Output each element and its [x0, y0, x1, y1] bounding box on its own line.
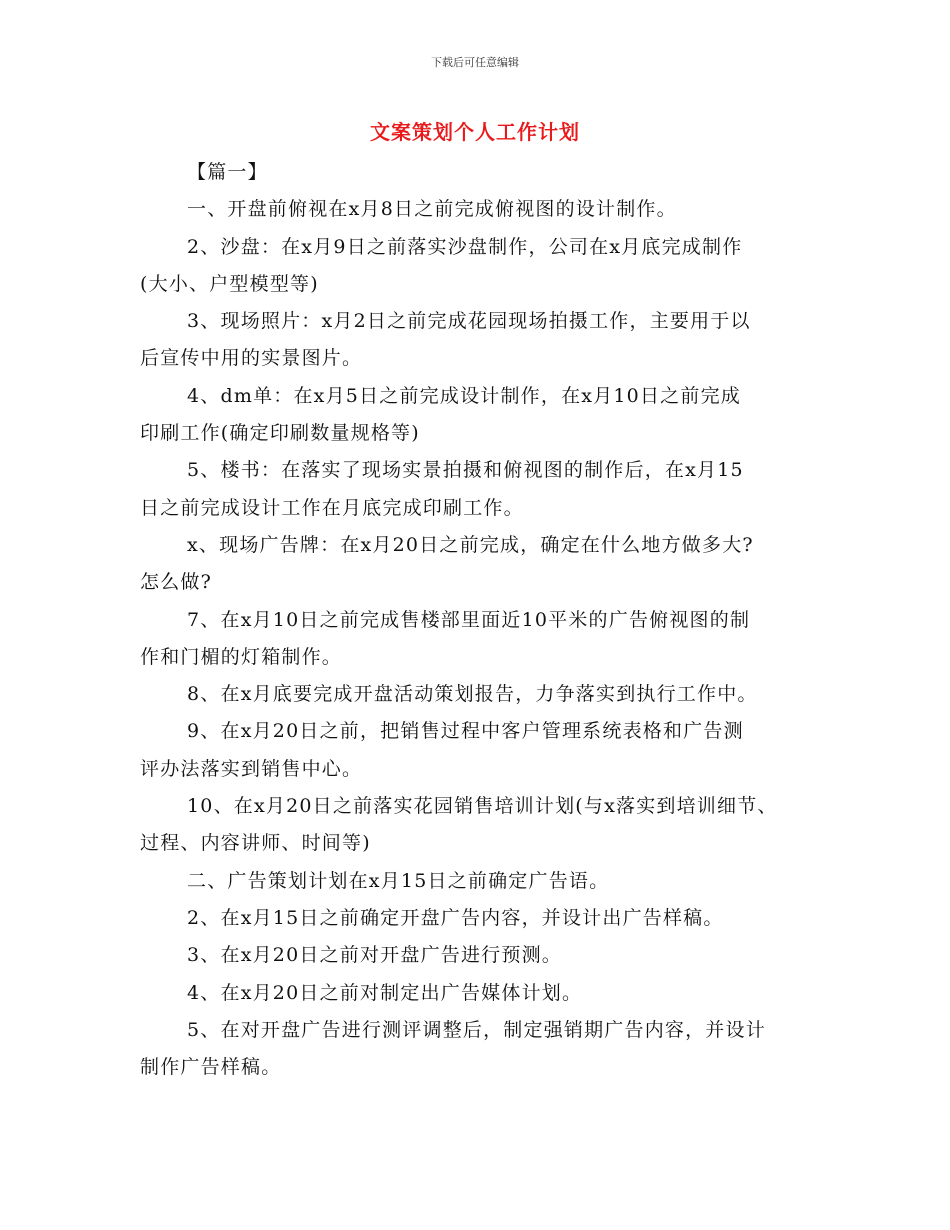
document-title: 文案策划个人工作计划 — [370, 120, 580, 144]
paragraph-line: 9、在x月20日之前，把销售过程中客户管理系统表格和广告测 — [187, 720, 744, 743]
paragraph-line: 印刷工作(确定印刷数量规格等) — [140, 422, 420, 445]
paragraph-line: 4、在x月20日之前对制定出广告媒体计划。 — [187, 981, 583, 1004]
paragraph-line: x、现场广告牌：在x月20日之前完成，确定在什么地方做多大? — [187, 533, 754, 556]
paragraph-line: (大小、户型模型等) — [140, 272, 319, 295]
paragraph-line: 怎么做? — [140, 571, 212, 594]
paragraph-line: 5、楼书：在落实了现场实景拍摄和俯视图的制作后，在x月15 — [187, 459, 744, 482]
paragraph-line: 后宣传中用的实景图片。 — [140, 347, 363, 370]
paragraph-line: 3、现场照片：x月2日之前完成花园现场拍摄工作，主要用于以 — [187, 310, 751, 333]
section-heading: 【篇一】 — [187, 161, 268, 183]
paragraph-line: 评办法落实到销售中心。 — [140, 757, 363, 780]
paragraph-line: 5、在对开盘广告进行测评调整后，制定强销期广告内容，并设计 — [187, 1018, 766, 1041]
paragraph-line: 二、广告策划计划在x月15日之前确定广告语。 — [187, 869, 610, 892]
paragraph-line: 3、在x月20日之前对开盘广告进行预测。 — [187, 944, 562, 967]
paragraph-line: 2、在x月15日之前确定开盘广告内容，并设计出广告样稿。 — [187, 906, 724, 929]
paragraph-line: 7、在x月10日之前完成售楼部里面近10平米的广告俯视图的制 — [187, 608, 751, 631]
paragraph-line: 日之前完成设计工作在月底完成印刷工作。 — [140, 496, 524, 519]
paragraph-line: 一、开盘前俯视在x月8日之前完成俯视图的设计制作。 — [187, 198, 677, 221]
paragraph-line: 制作广告样稿。 — [140, 1056, 282, 1079]
document-body — [140, 154, 830, 1086]
paragraph-line: 10、在x月20日之前落实花园销售培训计划(与x落实到培训细节、 — [187, 795, 778, 818]
paragraph-line: 过程、内容讲师、时间等) — [140, 832, 371, 855]
paragraph-line: 作和门楣的灯箱制作。 — [140, 645, 343, 668]
paragraph-line: 8、在x月底要完成开盘活动策划报告，力争落实到执行工作中。 — [187, 683, 758, 706]
paragraph-line: 2、沙盘：在x月9日之前落实沙盘制作，公司在x月底完成制作 — [187, 235, 743, 258]
page-header-note: 下载后可任意编辑 — [431, 56, 519, 69]
paragraph-line: 4、dm单：在x月5日之前完成设计制作，在x月10日之前完成 — [187, 384, 741, 407]
